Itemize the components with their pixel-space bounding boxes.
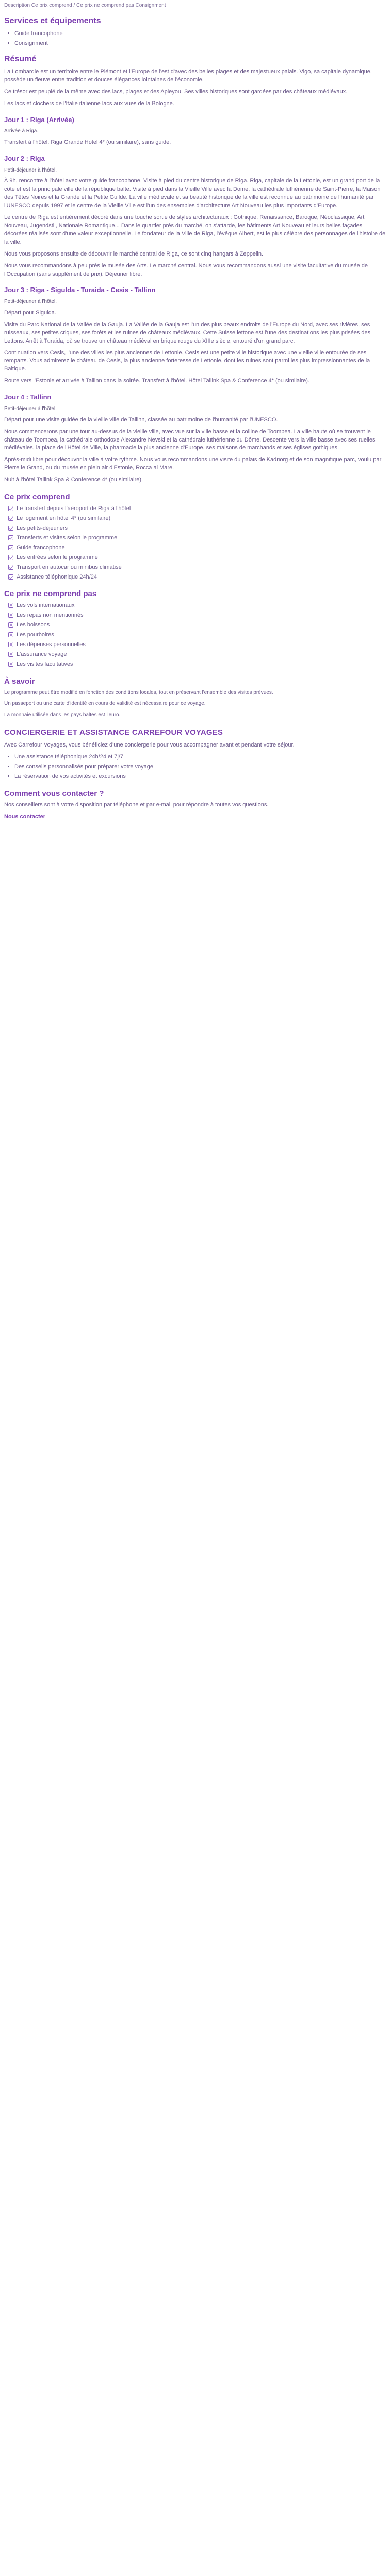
cross-icon — [8, 652, 13, 657]
top-note: Description Ce prix comprend / Ce prix ne comprend pas Consignment — [4, 3, 166, 8]
included-title: Ce prix comprend — [4, 493, 70, 502]
cross-icon — [8, 662, 13, 667]
check-icon — [8, 555, 13, 560]
day-section — [4, 285, 387, 385]
day-meal: Petit-déjeuner à l'hôtel. — [4, 167, 57, 173]
not-included-item-text: Les visites facultatives — [17, 660, 73, 667]
savoir-title: À savoir — [4, 676, 35, 686]
day-title: Jour 4 : Tallinn — [4, 393, 52, 401]
savoir-paragraph: La monnaie utilisée dans les pays baltes est l'euro. — [4, 711, 121, 718]
day-section — [4, 393, 387, 484]
cross-icon — [8, 603, 13, 608]
cross-icon — [8, 642, 13, 647]
day-paragraph: Continuation vers Cesis, l'une des villes les plus anciennes de Lettonie. Cesis est une petite ville historique avec une vieille ville entourée de ses remparts. Vous admirerez le château de Cesis, la plus ancienne forteresse de Lettonie, dont les ruines sont parmi les plus impressionnantes de la Baltique. — [4, 349, 370, 372]
resume-paragraph: Les lacs et clochers de l'Italie italienne lacs aux vues de la Bologne. — [4, 100, 174, 107]
concierge-item: • Des conseils personnalisés pour préparer votre voyage — [14, 763, 387, 771]
not-included-item-text: Les boissons — [17, 622, 50, 629]
concierge-title: CONCIERGERIE ET ASSISTANCE CARREFOUR VOYAGES — [4, 728, 223, 737]
included-item-text: Transport en autocar ou minibus climatisé — [17, 564, 122, 570]
savoir-paragraph: Le programme peut être modifié en fonction des conditions locales, tout en préservant l'ensemble des visites prévues. — [4, 689, 273, 696]
day-paragraph: Nous vous proposons ensuite de découvrir le marché central de Riga, ce sont cinq hangars à Zeppelin. — [4, 250, 264, 257]
cross-icon — [8, 613, 13, 618]
concierge-item: • La réservation de vos activités et excursions — [14, 773, 387, 781]
included-item-text: Les petits-déjeuners — [17, 524, 68, 531]
included-item-text: Les entrées selon le programme — [17, 554, 98, 561]
included-item — [8, 573, 387, 582]
not-included-item — [8, 602, 387, 610]
contact-cta — [4, 813, 387, 821]
concierge-item: • Une assistance téléphonique 24h/24 et 7j/7 — [14, 753, 387, 761]
contact-link[interactable]: Nous contacter — [4, 814, 46, 820]
not-included-item — [8, 660, 387, 669]
day-paragraph: Nuit à l'hôtel Tallink Spa & Conference 4* (ou similaire). — [4, 477, 143, 483]
day-paragraph: Route vers l'Estonie et arrivée à Tallinn dans la soirée. Transfert à l'hôtel. Hôtel Tallink Spa & Conference 4* (ou similaire). — [4, 378, 309, 384]
day-paragraph: Départ pour une visite guidée de la vieille ville de Tallinn, classée au patrimoine de l'humanité par l'UNESCO. — [4, 416, 278, 423]
included-item-text: Guide francophone — [17, 544, 65, 551]
included-list — [4, 505, 387, 582]
not-included-item-text: Les repas non mentionnés — [17, 612, 84, 619]
day-title: Jour 3 : Riga - Sigulda - Turaida - Cesis - Tallinn — [4, 286, 156, 294]
not-included-item-text: Les pourboires — [17, 632, 54, 638]
included-item — [8, 544, 387, 552]
day-paragraph: Nous vous recommandons à peu près le musée des Arts. Le marché central. Nous vous recommandons aussi une visite facultative du musée de l'Occupation (sans supplément de prix). Déjeuner libre. — [4, 262, 368, 277]
day-section — [4, 154, 387, 279]
check-icon — [8, 565, 13, 570]
included-item — [8, 534, 387, 543]
day-paragraph: Le centre de Riga est entièrement décoré dans une touche sortie de styles architecturaux : Gothique, Renaissance, Baroque, Néoclassique, Art Nouveau, Jugendstil, Nationale Romantique... Dans le quartier près du marché, on s'attarde, les bâtiments Art Nouveau et leurs belles façades décorées réalisés sont d'une valeur exceptionnelle. Le fondateur de la Ville de Riga, l'évêque Albert, est le plus célèbre des personnages de l'histoire de la ville. — [4, 214, 386, 245]
resume-title: Résumé — [4, 54, 37, 63]
not-included-item-text: Les vols internationaux — [17, 602, 75, 609]
not-included-item-text: L'assurance voyage — [17, 651, 67, 657]
included-item-text: Le transfert depuis l'aéroport de Riga à l'hôtel — [17, 505, 131, 512]
check-icon — [8, 526, 13, 531]
check-icon — [8, 506, 13, 511]
day-meal: Arrivée à Riga. — [4, 128, 39, 134]
not-included-item — [8, 621, 387, 630]
not-included-title: Ce prix ne comprend pas — [4, 589, 97, 599]
day-paragraph: Après-midi libre pour découvrir la ville à votre rythme. Nous vous recommandons une visite du palais de Kadriorg et de son magnifique parc, voulu par Pierre le Grand, ou du musée en plein air d'Estonie, Rocca al Mare. — [4, 456, 382, 471]
not-included-item — [8, 641, 387, 649]
day-paragraph: Départ pour Sigulda. — [4, 309, 56, 316]
included-item-text: Assistance téléphonique 24h/24 — [17, 573, 97, 580]
day-section — [4, 115, 387, 147]
day-paragraph: À 9h, rencontre à l'hôtel avec votre guide francophone. Visite à pied du centre historique de Riga. Riga, capitale de la Lettonie, est un grand port de la côte et est la principale ville de la république balte. Visite à pied dans la Vieille Ville avec la Dome, la cathédrale luthérienne de Saint-Pierre, la Maison des Têtes Noires et la Grande et la Petite Guilde. La ville médiévale et sa beauté historique de la ville est reconnue au patrimoine de l'humanité par l'UNESCO depuis 1997 et le centre de la Vieille Ville est l'un des ensembles d'architecture Art Nouveau les plus importants d'Europe. — [4, 178, 381, 209]
concierge-intro: Avec Carrefour Voyages, vous bénéficiez d'une conciergerie pour vous accompagner avant et pendant votre séjour. — [4, 741, 295, 748]
page — [0, 0, 391, 832]
included-item — [8, 524, 387, 533]
not-included-item — [8, 631, 387, 639]
day-paragraph: Visite du Parc National de la Vallée de la Gauja. La Vallée de la Gauja est l'un des plus beaux endroits de l'Europe du Nord, avec ses rivières, ses ruisseaux, ses petites criques, ses forêts et les ruines de châteaux médiévaux. Cette Suisse lettone est l'une des destinations les plus prisées des Lettons. Arrêt à Turaida, où se trouve un château médiéval en brique rouge du XIIIe siècle, entouré d'un grand parc. — [4, 321, 371, 344]
day-title: Jour 2 : Riga — [4, 154, 45, 162]
resume-paragraph: La Lombardie est un territoire entre le Piémont et l'Europe de l'est d'avec des belles plages et des majestueux palais. Vigo, sa capitale dynamique, possède un fleuve entre tradition et douces élégances lointaines de l'économie. — [4, 68, 372, 83]
services-item: • Guide francophone — [14, 30, 387, 38]
included-item — [8, 564, 387, 572]
services-item: • Consignment — [14, 40, 387, 48]
included-item — [8, 515, 387, 523]
day-title: Jour 1 : Riga (Arrivée) — [4, 115, 74, 124]
not-included-item-text: Les dépenses personnelles — [17, 641, 86, 648]
day-paragraph: Nous commencerons par une tour au-dessus de la vieille ville, avec vue sur la ville basse et la colline de Toompea. La ville haute où se trouvent le château de Toompea, la cathédrale orthodoxe Alexandre Nevski et la cathédrale luthérienne du Dôme. Descente vers la ville basse avec ses ruelles médiévales, la place de l'Hôtel de Ville, la pharmacie la plus ancienne d'Europe, ses maisons de marchands et ses églises gothiques. — [4, 428, 376, 451]
check-icon — [8, 535, 13, 540]
contact-title: Comment vous contacter ? — [4, 789, 104, 798]
included-item — [8, 505, 387, 513]
concierge-list — [4, 753, 387, 781]
day-paragraph: Transfert à l'hôtel. Riga Grande Hotel 4* (ou similaire), sans guide. — [4, 139, 171, 145]
included-item-text: Transferts et visites selon le programme — [17, 534, 118, 541]
cross-icon — [8, 622, 13, 628]
services-title: Services et équipements — [4, 16, 101, 25]
resume-paragraph: Ce trésor est peuplé de la même avec des lacs, plages et des Apleyou. Ses villes historiques sont gardées par des châteaux médiévaux. — [4, 88, 348, 95]
savoir-paragraph: Un passeport ou une carte d'identité en cours de validité est nécessaire pour ce voyage. — [4, 701, 206, 706]
contact-paragraph: Nos conseillers sont à votre disposition par téléphone et par e-mail pour répondre à toutes vos questions. — [4, 802, 269, 808]
not-included-item — [8, 612, 387, 620]
check-icon — [8, 516, 13, 521]
not-included-item — [8, 651, 387, 659]
not-included-list — [4, 602, 387, 669]
check-icon — [8, 574, 13, 580]
day-meal: Petit-déjeuner à l'hôtel. — [4, 299, 57, 305]
included-item — [8, 554, 387, 562]
check-icon — [8, 545, 13, 550]
services-list — [4, 30, 387, 48]
cross-icon — [8, 632, 13, 637]
day-meal: Petit-déjeuner à l'hôtel. — [4, 406, 57, 412]
included-item-text: Le logement en hôtel 4* (ou similaire) — [17, 515, 111, 521]
